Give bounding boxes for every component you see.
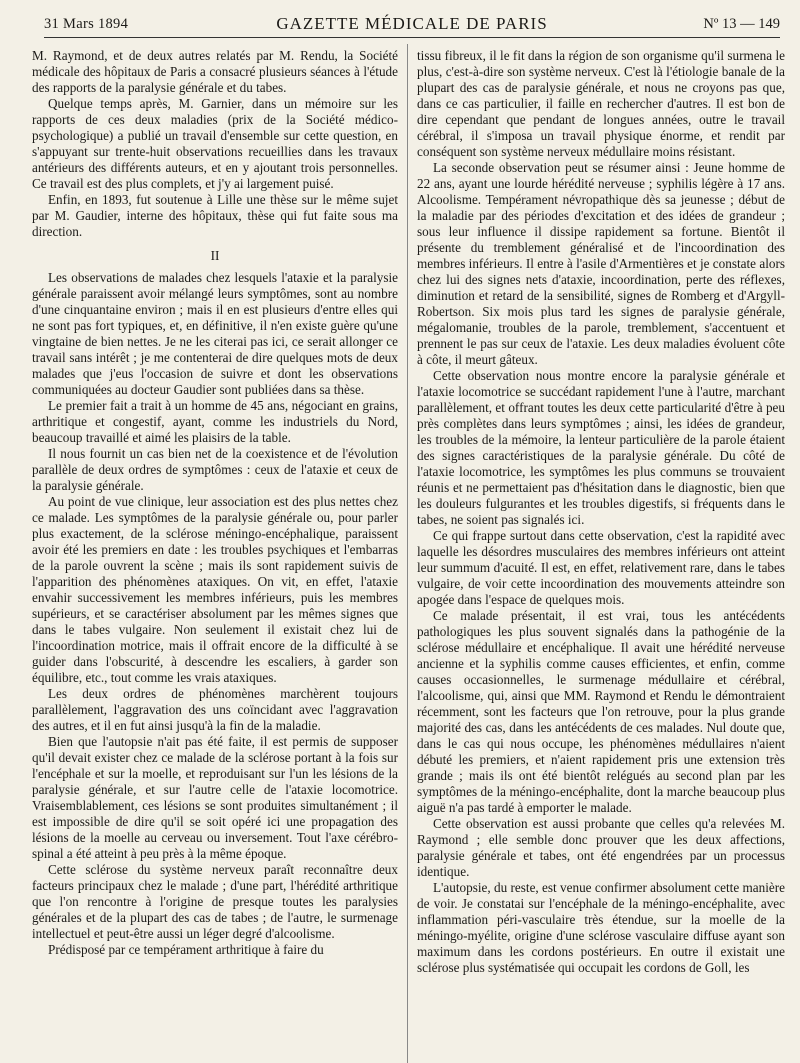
journal-title: GAZETTE MÉDICALE DE PARIS (276, 14, 548, 33)
paragraph: Les deux ordres de phénomènes marchèrent toujours parallèlement, l'aggravation des uns coïncidant avec l'aggravation des autres, et il en fut ainsi jusqu'à la fin de la maladie. (32, 686, 398, 733)
paragraph: Au point de vue clinique, leur association est des plus nettes chez ce malade. Les symptômes de la paralysie générale ou, pour parler plus exactement, de la sclérose méningo-encéphalique, paraissent avoir été les premiers en date : les troubles psychiques et l'embarras de la parole ouvrent la scène ; mais ils sont rapidement suivis de l'apparition des phénomènes ataxiques. On vit, en effet, l'ataxie envahir successivement les membres inférieurs, puis les membres supérieurs, et se caractériser absolument par les mêmes signes que dans le tabes vulgaire. Non seulement il existait chez lui de l'incoordination motrice, mais il offrait encore de la difficulté à se guider dans l'obscurité, à descendre les escaliers, à garder son équilibre, etc., tout comme les vrais ataxiques. (32, 494, 398, 685)
paragraph: Prédisposé par ce tempérament arthritique à faire du (48, 942, 324, 957)
paragraph: tissu fibreux, il le fit dans la région de son organisme qu'il surmena le plus, c'est-à-dire son système nerveux. C'est là l'étiologie banale de la plupart des cas de paralysie générale, et nous ne croyons pas que, dans ce cas particulier, il faille en rechercher d'autres. Il est bon de dire cependant que pendant de longues années, outre le travail cérébral, il s'imposa un travail physique énorme, et rendit par conséquent son système nerveux médullaire moins résistant. (417, 48, 785, 159)
paragraph: Ce qui frappe surtout dans cette observation, c'est la rapidité avec laquelle les désordres musculaires des membres inférieurs ont atteint leur summum d'acuité. Il est, en effet, relativement rare, dans le tabes vulgaire, de voir cette incoordination des mouvements atteindre son apogée dans l'espace de quelques mois. (417, 528, 785, 607)
paragraph: Quelque temps après, M. Garnier, dans un mémoire sur les rapports de ces deux maladies (prix de la Société médico-psychologique) a publié un travail d'ensemble sur cette question, en s'appuyant sur trente-huit observations recueillies dans les travaux antérieurs des différents auteurs, et en y ajoutant trois personnelles. Ce travail est des plus complets, et j'y ai largement puisé. (32, 96, 398, 191)
paragraph: Bien que l'autopsie n'ait pas été faite, il est permis de supposer qu'il devait exister chez ce malade de la sclérose portant à la fois sur l'encéphale et sur la moelle, et reproduisant sur l'un les lésions de la paralysie générale, et sur l'autre celle de l'ataxie locomotrice. Vraisemblablement, ces lésions se sont produites simultanément ; il est impossible de dire qu'il se soit opéré ici une propagation des lésions de la moelle au cerveau ou inversement. Tout l'axe cérébro-spinal a été atteint à peu près à la même époque. (32, 734, 398, 861)
paragraph: Les observations de malades chez lesquels l'ataxie et la paralysie générale paraissent avoir mélangé leurs symptômes, sont au nombre d'une cinquantaine environ ; mais il en est plusieurs d'entre elles qui ne sont pas fort typiques, et, en définitive, il n'en existe guère qu'une vingtaine de bien nettes. Je ne les citerai pas ici, ce serait allonger ce travail sans intérêt ; je me contenterai de dire quelques mots de deux malades que j'eus l'occasion de suivre et dont les observations communiquées au docteur Gaudier sont publiées dans sa thèse. (32, 270, 398, 397)
paragraph: Ce malade présentait, il est vrai, tous les antécédents pathologiques les plus souvent signalés dans la pathogénie de la sclérose médullaire et encéphalique. Il avait une hérédité nerveuse ancienne et la syphilis comme causes efficientes, et enfin, comme causes occasionnelles, le surmenage médullaire et cérébral, l'alcoolisme, qui, ainsi que MM. Raymond et Rendu le démontraient récemment, sont les facteurs que l'on retrouve, pour la plus grande majorité des cas, dans les antécédents de ces malades. Nul doute que, dans le cas qui nous occupe, les phénomènes médullaires n'aient débuté les premiers, et n'aient rapidement pris une extension très grande ; mais ils ont été bientôt relégués au second plan par les symptômes de la méningo-encéphalite, dont la marche beaucoup plus aiguë n'a pas tardé à emporter le malade. (417, 608, 785, 815)
paragraph: La seconde observation peut se résumer ainsi : Jeune homme de 22 ans, ayant une lourde hérédité nerveuse ; syphilis légère à 17 ans. Alcoolisme. Tempérament névropathique dès sa jeunesse ; début de la maladie par des périodes d'excitation et des idées de grandeur ; sous leur influence il dissipe rapidement sa fortune. Bientôt il présente du tremblement généralisé et de l'incoordination des membres inférieurs. Il entre à l'asile d'Armentières et je constate alors chez lui des signes nets d'ataxie, incoordination, perte des réflexes, diminution et retard de la sensibilité, signes de Romberg et d'Argyll-Robertson. Six mois plus tard les signes de paralysie générale, mégalomanie, troubles de la parole, tremblement, s'accentuent et prennent le pas sur ceux de l'ataxie. Les deux maladies évoluent côte à côte, il meurt gâteux. (417, 160, 785, 367)
header-rule (44, 37, 780, 38)
paragraph: Le premier fait a trait à un homme de 45 ans, négociant en grains, arthritique et congestif, ayant, comme les industriels du Nord, beaucoup travaillé et aimé les plaisirs de la table. (32, 398, 398, 445)
paragraph: Il nous fournit un cas bien net de la coexistence et de l'évolution parallèle de deux ordres de symptômes : ceux de l'ataxie et ceux de la paralysie générale. (32, 446, 398, 493)
right-column (417, 48, 785, 1063)
paragraph: Cette observation est aussi probante que celles qu'a relevées M. Raymond ; elle semble donc prouver que les deux affections, paralysie générale et tabes, ont été engendrées par un processus identique. (417, 816, 785, 879)
paragraph: Enfin, en 1893, fut soutenue à Lille une thèse sur le même sujet par M. Gaudier, interne des hôpitaux, thèse qui fut faite sous ma direction. (32, 192, 398, 239)
column-divider (407, 44, 408, 1063)
paragraph: M. Raymond, et de deux autres relatés par M. Rendu, la Société médicale des hôpitaux de Paris a consacré plusieurs séances à l'étude des rapports de la paralysie générale et du tabes. (32, 48, 398, 95)
section-heading: II (210, 248, 220, 263)
paragraph: Cette observation nous montre encore la paralysie générale et l'ataxie locomotrice se succédant rapidement l'une à l'autre, marchant parallèlement, et offrant toutes les deux cette particularité d'être à peu près complètes dans leurs symptômes ; ainsi, les idées de grandeur, les troubles de la mémoire, la lenteur particulière de la parole étaient des signes caractéristiques de la paralysie générale. Du côté de l'ataxie locomotrice, les symptômes les plus communs se trouvaient réunis et ne permettaient pas d'hésitation dans le diagnostic, bien que les douleurs fulgurantes et les troubles digestifs, si fréquents dans le tabes, ne soient pas signalés ici. (417, 368, 785, 527)
left-column (32, 48, 398, 1063)
page-header (44, 14, 780, 36)
issue-page-number: Nº 13 — 149 (703, 16, 780, 32)
paragraph: L'autopsie, du reste, est venue confirmer absolument cette manière de voir. Je constatai sur l'encéphale de la méningo-encéphalite, avec inflammation péri-vasculaire très étendue, sur la moelle de la méningo-myélite, origine d'une sclérose vasculaire diffuse ayant son maximum dans les cordons postérieurs. En outre il existait une sclérose plus systématisée qui occupait les cordons de Goll, les (417, 880, 785, 975)
paragraph: Cette sclérose du système nerveux paraît reconnaître deux facteurs principaux chez le malade ; d'une part, l'hérédité arthritique que l'on rencontre à l'origine de presque toutes les paralysies générales et de la plupart des cas de tabes ; de l'autre, le surmenage intellectuel et peut-être aussi un léger degré d'alcoolisme. (32, 862, 398, 941)
issue-date: 31 Mars 1894 (44, 16, 129, 32)
